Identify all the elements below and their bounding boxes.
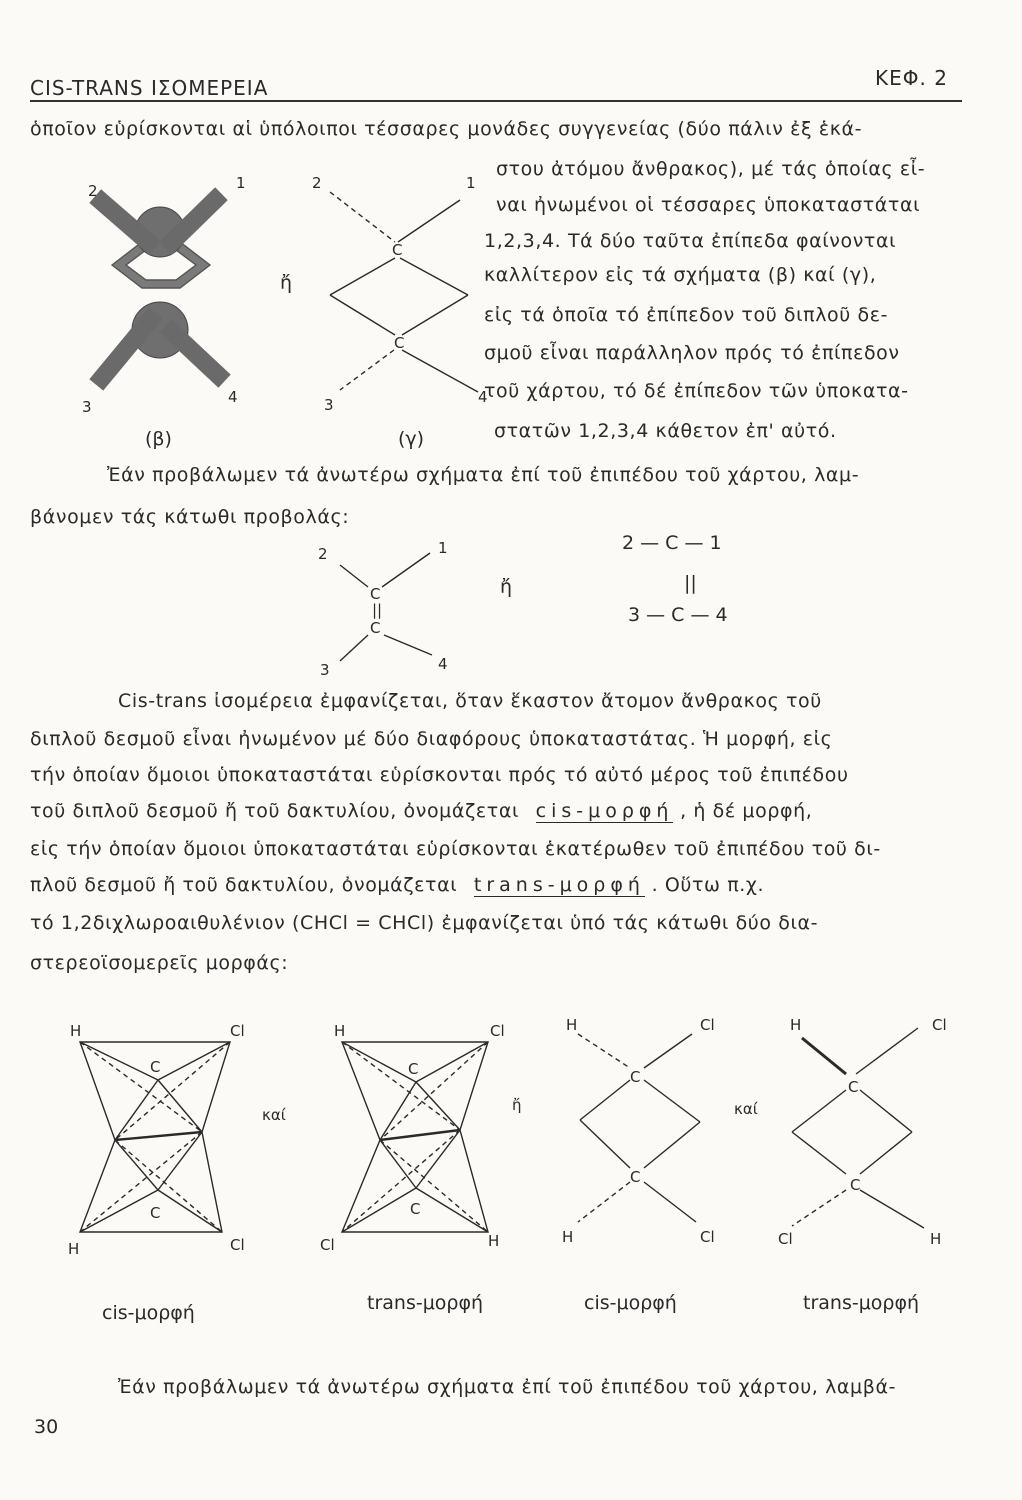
text-line: ὁποῖον εὑρίσκονται αἱ ὑπόλοιποι τέσσαρες μονάδες συγγενείας (δύο πάλιν ἐξ ἑκά- [30,118,863,140]
beta-bond-model [102,200,218,378]
Cl-label: Cl [778,1230,793,1248]
text-line: τήν ὁποίαν ὅμοιοι ὑποκαταστάται εὑρίσκονται πρός τό αὐτό μέρος τοῦ ἐπιπέδου [30,764,849,786]
H-label: H [790,1016,802,1034]
proj-label-2: 2 [318,545,328,563]
beta-label-1: 1 [236,174,246,192]
text-line: στερεοϊσομερεῖς μορφάς: [30,952,289,974]
trans-skeletal [778,1016,947,1248]
or-word: ἤ [512,1096,522,1114]
and-word: καί [262,1106,286,1124]
gamma-carbon-bottom: C [394,334,405,352]
text-line: καλλίτερον εἰς τά σχήματα (β) καί (γ), [484,264,877,286]
beta-label-2: 2 [88,182,98,200]
proj-label-1: 1 [438,539,448,557]
gamma-caption: (γ) [398,428,425,450]
H-label: H [562,1228,574,1246]
text-line: Ἐάν προβάλωμεν τά ἀνωτέρω σχήματα ἐπί τοῦ ἐπιπέδου τοῦ χάρτου, λαμ- [107,464,860,486]
gamma-label-1: 1 [466,174,476,192]
text-line: βάνομεν τάς κάτωθι προβολάς: [30,506,350,528]
C-label: C [630,1068,641,1086]
figure-gamma [300,170,500,420]
page-number: 30 [34,1416,59,1438]
or-word: ἤ [280,272,293,294]
Cl-label: Cl [700,1016,715,1034]
beta-label-3: 3 [82,398,92,416]
text-segment: , ἡ δέ μορφή, [680,800,813,822]
H-label: H [488,1232,500,1250]
trans-3d-model [320,1022,505,1254]
text-line: τό 1,2διχλωροαιθυλένιον (CHCl = CHCl) ἐμφανίζεται ὑπό τάς κάτωθι δύο δια- [30,912,819,934]
Cl-label: Cl [230,1022,245,1040]
figure-beta [60,170,260,420]
proj-carbon-top: C [370,585,381,603]
text-line: 1,2,3,4. Τά δύο ταῦτα ἐπίπεδα φαίνονται [484,230,897,252]
running-head: CIS-TRANS ΙΣΟΜΕΡΕΙΑ [30,76,269,100]
beta-caption: (β) [145,428,172,450]
text-line: διπλοῦ δεσμοῦ εἶναι ἠνωμένον μέ δύο διαφόρους ὑποκαταστάτας. Ἡ μορφή, εἰς [30,728,833,750]
H-label: H [566,1016,578,1034]
gamma-carbon-top: C [392,241,403,259]
C-label: C [630,1168,641,1186]
H-label: H [334,1022,346,1040]
text-line: ναι ἠνωμένοι οἱ τέσσαρες ὑποκαταστάται [496,194,921,216]
text-line: στατῶν 1,2,3,4 κάθετον ἐπ' αὐτό. [494,420,837,442]
proj-label-4: 4 [438,655,448,673]
text-segment: πλοῦ δεσμοῦ ἤ τοῦ δακτυλίου, ὀνομάζεται [30,874,458,896]
C-label: C [408,1060,419,1078]
text-segment: τοῦ διπλοῦ δεσμοῦ ἤ τοῦ δακτυλίου, ὀνομάζεται [30,800,519,822]
cis-3d-model [68,1022,245,1258]
Cl-label: Cl [490,1022,505,1040]
caption-cis-skeletal: cis-μορφή [584,1292,677,1314]
H-label: H [68,1240,80,1258]
text-line: εἰς τά ὁποῖα τό ἐπίπεδον τοῦ διπλοῦ δε- [484,304,889,326]
H-label: H [70,1022,82,1040]
gamma-label-2: 2 [312,174,322,192]
text-line [30,800,812,822]
proj-row-top: 2 — C — 1 [622,532,722,554]
or-word: ἤ [500,576,513,598]
chapter-label: ΚΕΦ. 2 [875,66,948,90]
text-line [30,874,764,896]
gamma-label-3: 3 [324,396,334,414]
term-trans: trans-μορφή [473,874,645,896]
C-label: C [410,1200,421,1218]
proj-double-bond: || [372,601,383,619]
cis-skeletal [562,1016,715,1246]
H-label: H [930,1230,942,1248]
proj-carbon-bottom: C [370,619,381,637]
text-line: Ἐάν προβάλωμεν τά ἀνωτέρω σχήματα ἐπί τοῦ ἐπιπέδου τοῦ χάρτου, λαμβά- [118,1376,897,1398]
beta-label-4: 4 [228,388,238,406]
C-label: C [150,1058,161,1076]
proj-double-bond-vertical: || [684,572,697,594]
Cl-label: Cl [320,1236,335,1254]
text-line: Cis-trans ἰσομέρεια ἐμφανίζεται, ὅταν ἕκαστον ἄτομον ἄνθρακος τοῦ [118,690,822,712]
text-line: σμοῦ εἶναι παράλληλον πρός τό ἐπίπεδον [484,342,900,364]
caption-cis-3d: cis-μορφή [102,1302,195,1324]
proj-label-3: 3 [320,661,330,679]
and-word: καί [734,1100,758,1118]
Cl-label: Cl [700,1228,715,1246]
text-line: εἰς τήν ὁποίαν ὅμοιοι ὑποκαταστάται εὑρίσκονται ἑκατέρωθεν τοῦ ἐπιπέδου τοῦ δι- [30,838,881,860]
proj-row-bottom: 3 — C — 4 [628,604,728,626]
text-segment: . Οὕτω π.χ. [651,874,765,896]
isomer-figures [40,1010,980,1280]
term-cis: cis-μορφή [535,800,674,822]
text-line: στου ἀτόμου ἄνθρακος), μέ τάς ὁποίας εἶ- [496,158,926,180]
text-line: τοῦ χάρτου, τό δέ ἐπίπεδον τῶν ὑποκατα- [484,380,909,402]
projection-skeletal [300,535,470,685]
caption-trans-3d: trans-μορφή [367,1292,484,1314]
header-rule [30,100,962,102]
caption-trans-skeletal: trans-μορφή [803,1292,920,1314]
gamma-label-4: 4 [478,388,488,406]
C-label: C [850,1176,861,1194]
Cl-label: Cl [230,1236,245,1254]
C-label: C [150,1204,161,1222]
C-label: C [848,1078,859,1096]
Cl-label: Cl [932,1016,947,1034]
